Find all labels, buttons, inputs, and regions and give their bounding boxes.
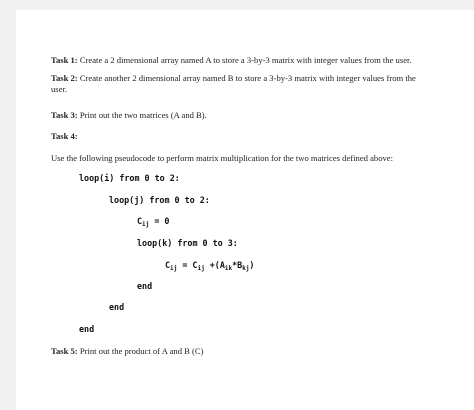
c-update-subscript: ij: [170, 265, 178, 272]
task-1: [51, 55, 412, 66]
task-1-label: Task 1:: [51, 55, 78, 65]
c-init-rest: = 0: [149, 216, 170, 226]
task-4-intro: [51, 153, 393, 164]
task-4-intro-text: Use the following pseudocode to perform matrix multiplication for the two matrices defined above:: [51, 153, 393, 163]
pseudocode-end-inner: end: [137, 281, 153, 291]
task-2: [51, 73, 431, 95]
c-init-subscript: ij: [142, 221, 150, 228]
task-5-label: Task 5:: [51, 346, 78, 356]
c-init-var: C: [137, 216, 143, 226]
c-update-var: C: [165, 260, 171, 270]
c-update-plus: +(A: [204, 260, 225, 270]
c-update-subscript-2: ij: [197, 265, 205, 272]
a-subscript: ik: [224, 265, 233, 272]
b-subscript: kj: [242, 265, 250, 272]
pseudocode-end-middle: end: [109, 302, 125, 312]
pseudocode-loop-k: loop(k) from 0 to 3:: [137, 238, 238, 248]
task-3-label: Task 3:: [51, 110, 78, 120]
task-2-text: Create another 2 dimensional array named B to store a 3-by-3 matrix with integer values from the user.: [51, 73, 416, 94]
task-3: [51, 110, 207, 121]
c-update-close: ): [249, 260, 255, 270]
c-update-eq: = C: [177, 260, 198, 270]
document-page: [16, 10, 474, 410]
pseudocode-c-init: [137, 216, 169, 227]
c-update-mul: *B: [232, 260, 243, 270]
task-4: [51, 131, 78, 142]
task-2-label: Task 2:: [51, 73, 78, 83]
pseudocode-loop-j: loop(j) from 0 to 2:: [109, 195, 210, 205]
task-3-text: Print out the two matrices (A and B).: [79, 110, 207, 120]
task-5: [51, 346, 203, 357]
task-4-label: Task 4:: [51, 131, 78, 141]
task-1-text: Create a 2 dimensional array named A to store a 3-by-3 matrix with integer values from the user.: [79, 55, 412, 65]
task-5-text: Print out the product of A and B (C): [79, 346, 204, 356]
pseudocode-c-update: [165, 260, 254, 271]
pseudocode-loop-i: loop(i) from 0 to 2:: [79, 173, 180, 183]
pseudocode-end-outer: end: [79, 324, 95, 334]
